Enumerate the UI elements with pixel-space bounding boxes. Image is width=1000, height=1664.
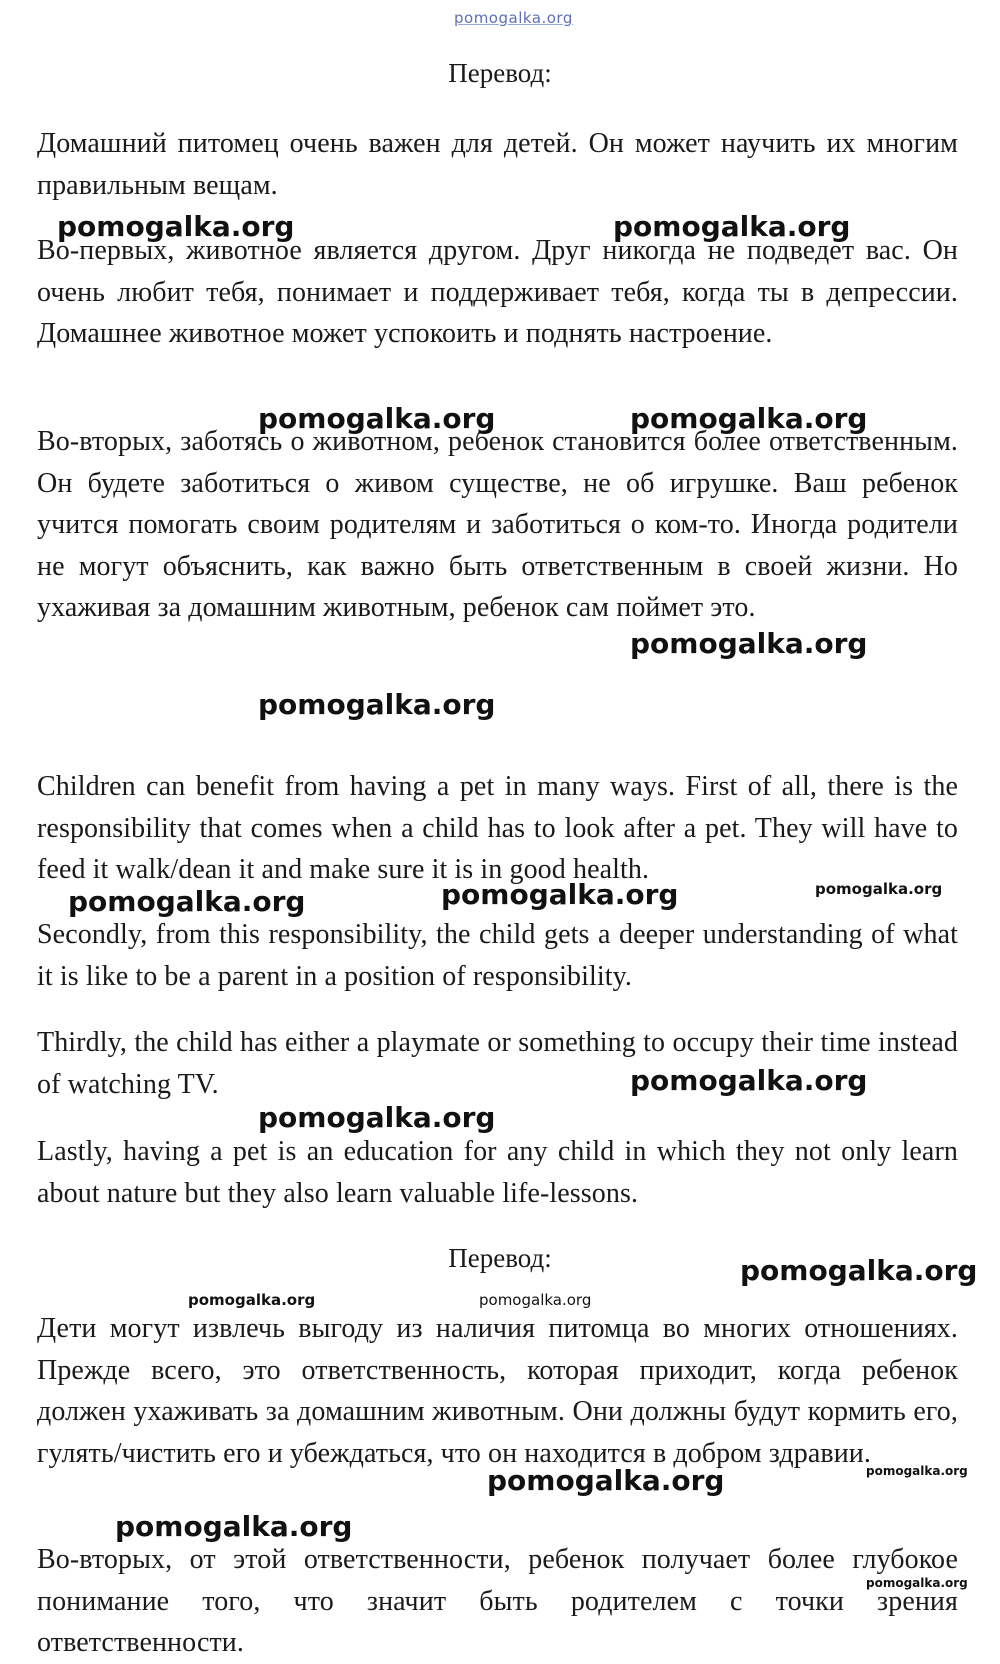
watermark: pomogalka.org bbox=[630, 1064, 868, 1097]
watermark: pomogalka.org bbox=[441, 878, 679, 911]
paragraph-ru-first: Во-первых, животное является другом. Друг никогда не подведет вас. Он очень любит тебя, понимает и поддерживает тебя, когда ты в депрессии. Домашнее животное может успокоить и поднять настроение. bbox=[37, 235, 958, 349]
watermark: pomogalka.org bbox=[613, 210, 851, 243]
watermark: pomogalka.org bbox=[630, 402, 868, 435]
paragraph-en-fourth: Lastly, having a pet is an education for any child in which they not only learn about nature but they also learn valuable life-lessons. bbox=[37, 1136, 958, 1209]
watermark: pomogalka.org bbox=[115, 1510, 353, 1543]
watermark: pomogalka.org bbox=[258, 1101, 496, 1134]
header-watermark: pomogalka.org bbox=[454, 9, 573, 27]
section-title-translation-1: Перевод: bbox=[448, 58, 552, 88]
paragraph-en-second: Secondly, from this responsibility, the child gets a deeper understanding of what it is like to be a parent in a position of responsibility. bbox=[37, 919, 958, 992]
watermark: pomogalka.org bbox=[68, 885, 306, 918]
watermark: pomogalka.org bbox=[815, 880, 943, 898]
paragraph-ru-third: Дети могут извлечь выгоду из наличия питомца во многих отношениях. Прежде всего, это ответственность, которая приходит, когда ребенок должен ухаживать за домашним животным. Они должны будут кормить его, гулять/чистить его и убеждаться, что он находится в добром здравии. bbox=[37, 1313, 958, 1469]
watermark: pomogalka.org bbox=[57, 210, 295, 243]
paragraph-en-third: Thirdly, the child has either a playmate or something to occupy their time instead of watching TV. bbox=[37, 1027, 958, 1100]
watermark: pomogalka.org bbox=[258, 402, 496, 435]
watermark: pomogalka.org bbox=[630, 627, 868, 660]
section-title-translation-2: Перевод: bbox=[448, 1243, 552, 1273]
paragraph-en-first: Children can benefit from having a pet in many ways. First of all, there is the responsibility that comes when a child has to look after a pet. They will have to feed it walk/dean it and make sure it is in good health. bbox=[37, 771, 958, 885]
paragraph-ru-intro: Домашний питомец очень важен для детей. Он может научить их многим правильным вещам. bbox=[37, 128, 958, 201]
paragraph-ru-fourth: Во-вторых, от этой ответственности, ребенок получает более глубокое понимание того, что значит быть родителем с точки зрения ответственности. bbox=[37, 1544, 958, 1658]
watermark: pomogalka.org bbox=[479, 1291, 592, 1309]
watermark: pomogalka.org bbox=[740, 1254, 978, 1287]
watermark: pomogalka.org bbox=[866, 1576, 968, 1590]
watermark: pomogalka.org bbox=[258, 688, 496, 721]
watermark: pomogalka.org bbox=[188, 1291, 316, 1309]
watermark: pomogalka.org bbox=[866, 1464, 968, 1478]
paragraph-ru-second: Во-вторых, заботясь о животном, ребенок становится более ответственным. Он будете заботиться о живом существе, не об игрушке. Ваш ребенок учится помогать своим родителям и заботиться о ком-то. Иногда родители не могут объяснить, как важно быть ответственным в своей жизни. Но ухаживая за домашним животным, ребенок сам поймет это. bbox=[37, 426, 958, 623]
watermark: pomogalka.org bbox=[487, 1464, 725, 1497]
